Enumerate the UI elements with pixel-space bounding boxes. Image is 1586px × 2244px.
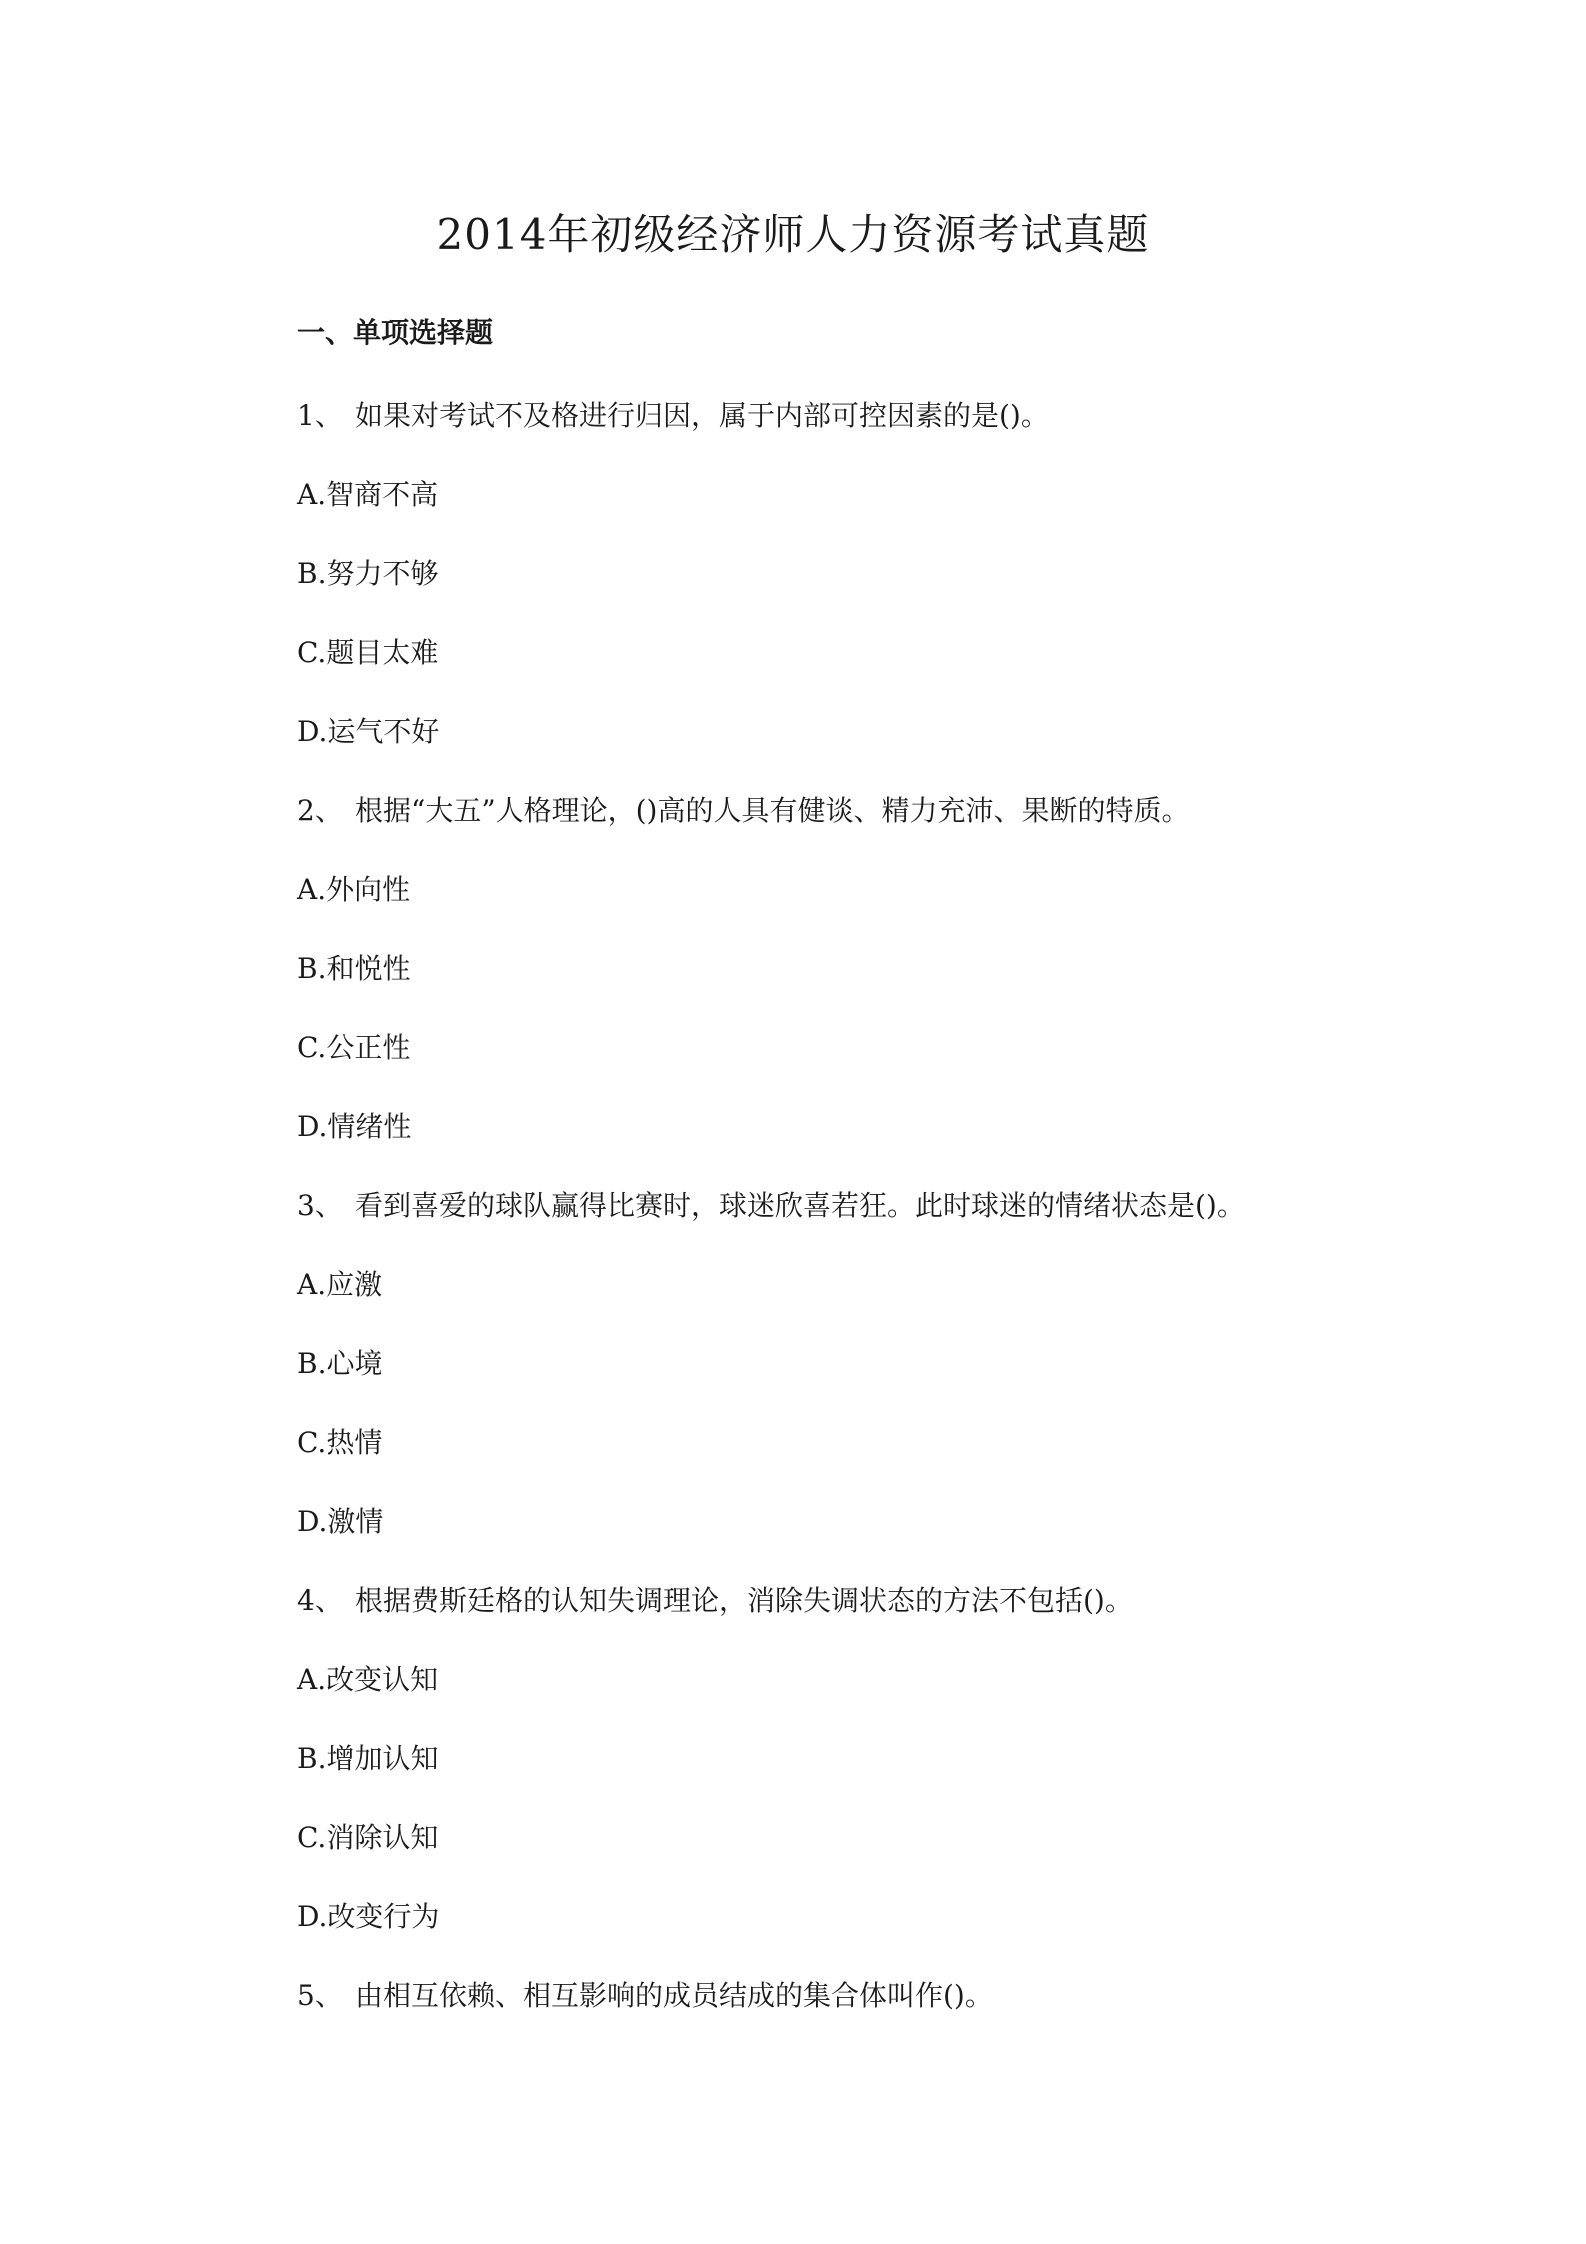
question-3 <box>297 1186 1245 1226</box>
question-1-option-c: C.题目太难 <box>297 636 439 669</box>
question-number: 3、 <box>297 1189 343 1222</box>
question-number: 2、 <box>297 794 343 827</box>
question-1-option-d: D.运气不好 <box>297 715 440 748</box>
question-stem: 根据费斯廷格的认知失调理论，消除失调状态的方法不包括()。 <box>355 1584 1133 1617</box>
question-4-option-a: A.改变认知 <box>297 1663 439 1696</box>
question-5 <box>297 1976 993 2016</box>
question-stem: 根据“大五”人格理论，()高的人具有健谈、精力充沛、果断的特质。 <box>355 794 1190 827</box>
question-2-option-d: D.情绪性 <box>297 1110 412 1143</box>
question-4 <box>297 1581 1133 1621</box>
question-2-option-c: C.公正性 <box>297 1031 411 1064</box>
question-number: 1、 <box>297 399 343 432</box>
question-3-option-d: D.激情 <box>297 1505 384 1538</box>
section-heading: 一、单项选择题 <box>297 316 494 349</box>
question-4-option-c: C.消除认知 <box>297 1821 439 1854</box>
document-title: 2014年初级经济师人力资源考试真题 <box>436 210 1150 259</box>
question-stem: 由相互依赖、相互影响的成员结成的集合体叫作()。 <box>355 1979 993 2012</box>
question-3-option-c: C.热情 <box>297 1426 383 1459</box>
question-2-option-a: A.外向性 <box>297 873 411 906</box>
question-4-option-d: D.改变行为 <box>297 1900 440 1933</box>
question-stem: 如果对考试不及格进行归因，属于内部可控因素的是()。 <box>355 399 1049 432</box>
question-2 <box>297 791 1189 831</box>
question-4-option-b: B.增加认知 <box>297 1742 439 1775</box>
question-1 <box>297 396 1049 436</box>
question-number: 5、 <box>297 1979 343 2012</box>
question-1-option-a: A.智商不高 <box>297 478 439 511</box>
question-stem: 看到喜爱的球队赢得比赛时，球迷欣喜若狂。此时球迷的情绪状态是()。 <box>355 1189 1245 1222</box>
question-number: 4、 <box>297 1584 343 1617</box>
question-3-option-b: B.心境 <box>297 1347 383 1380</box>
question-1-option-b: B.努力不够 <box>297 557 439 590</box>
question-3-option-a: A.应激 <box>297 1268 383 1301</box>
question-2-option-b: B.和悦性 <box>297 952 411 985</box>
